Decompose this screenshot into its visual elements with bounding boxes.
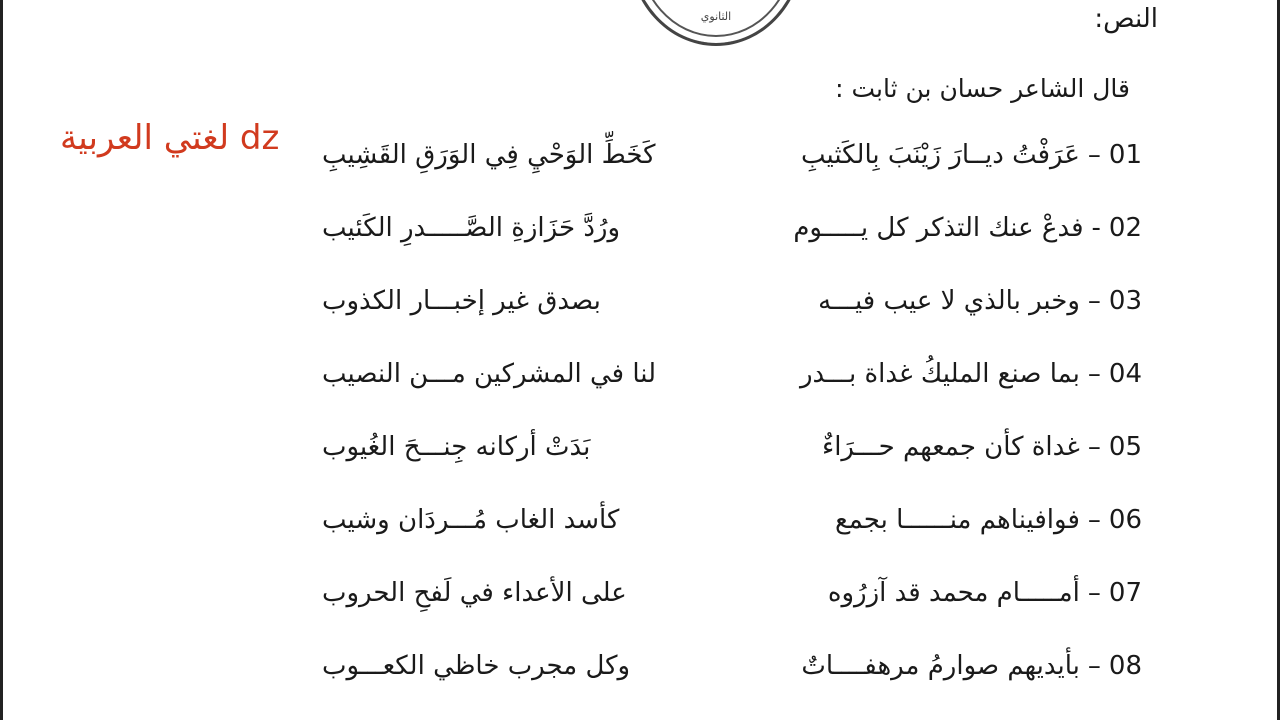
- verse-number: 04: [1108, 359, 1142, 389]
- verse-sadr: [828, 578, 1142, 608]
- school-stamp: [628, 0, 804, 46]
- verse-first-hemistich: فوافيناهم منــــــا بجمع: [834, 505, 1080, 535]
- verse-first-hemistich: بأيديهم صوارمُ مرهفــــاتٌ: [801, 651, 1080, 681]
- verse-number: 06: [1108, 505, 1142, 535]
- verse-number: 02: [1108, 213, 1142, 243]
- verse-number: 01: [1108, 140, 1142, 170]
- verse-row: [322, 578, 1142, 624]
- verse-sadr: [801, 651, 1142, 681]
- stamp-label: الثانوي: [700, 10, 732, 23]
- verse-sadr: [793, 213, 1142, 243]
- verse-first-hemistich: أمـــــام محمد قد آزرُوه: [827, 578, 1080, 608]
- verse-row: [322, 505, 1142, 551]
- verse-row: [322, 651, 1142, 697]
- verse-row: [322, 432, 1142, 478]
- verse-ajuz: كَخَطِّ الوَحْيِ فِي الوَرَقِ القَشِيبِ: [322, 140, 656, 170]
- verse-sadr: [818, 286, 1142, 316]
- verse-sadr: [800, 359, 1142, 389]
- verse-ajuz: ورُدَّ حَزَازةِ الصَّـــــدرِ الكَئيب: [322, 213, 621, 243]
- intro-line: قال الشاعر حسان بن ثابت :: [835, 74, 1130, 103]
- verse-separator: –: [1087, 578, 1101, 608]
- watermark-logo: لغتي العربية dz: [60, 118, 280, 158]
- verse-separator: –: [1087, 651, 1101, 681]
- verse-separator: –: [1087, 505, 1101, 535]
- verse-sadr: [835, 505, 1142, 535]
- verse-number: 08: [1108, 651, 1142, 681]
- verse-first-hemistich: عَرَفْتُ ديــارَ زَيْنَبَ بِالكَثيبِ: [800, 140, 1080, 170]
- verse-ajuz: وكل مجرب خاظي الكعـــوب: [322, 651, 631, 681]
- verse-sadr: [801, 140, 1142, 170]
- verse-row: [322, 286, 1142, 332]
- verse-first-hemistich: وخبر بالذي لا عيب فيـــه: [818, 286, 1080, 316]
- verse-ajuz: على الأعداء في لَفحِ الحروب: [322, 578, 627, 608]
- left-page-border: [0, 0, 3, 720]
- verse-sadr: [822, 432, 1142, 462]
- verse-row: [322, 359, 1142, 405]
- verse-number: 03: [1108, 286, 1142, 316]
- verse-ajuz: بصدق غير إخبـــار الكذوب: [322, 286, 601, 316]
- verse-ajuz: بَدَتْ أركانه جِنـــحَ الغُيوب: [322, 432, 591, 462]
- verse-separator: –: [1087, 432, 1101, 462]
- verse-first-hemistich: فدعْ عنك التذكر كل يـــــوم: [793, 213, 1084, 243]
- verse-ajuz: كأسد الغاب مُـــردَان وشيب: [322, 505, 620, 535]
- verse-number: 07: [1108, 578, 1142, 608]
- verse-separator: –: [1087, 140, 1101, 170]
- verse-separator: –: [1087, 359, 1101, 389]
- verse-first-hemistich: بما صنع المليكُ غداة بـــدر: [799, 359, 1080, 389]
- text-heading: النص:: [1094, 4, 1158, 34]
- verse-row: [322, 140, 1142, 186]
- verse-first-hemistich: غداة كأن جمعهم حـــرَاءٌ: [821, 432, 1080, 462]
- verse-row: [322, 213, 1142, 259]
- verse-separator: –: [1087, 286, 1101, 316]
- verse-separator: -: [1091, 213, 1101, 243]
- verse-number: 05: [1108, 432, 1142, 462]
- verse-ajuz: لنا في المشركين مـــن النصيب: [322, 359, 657, 389]
